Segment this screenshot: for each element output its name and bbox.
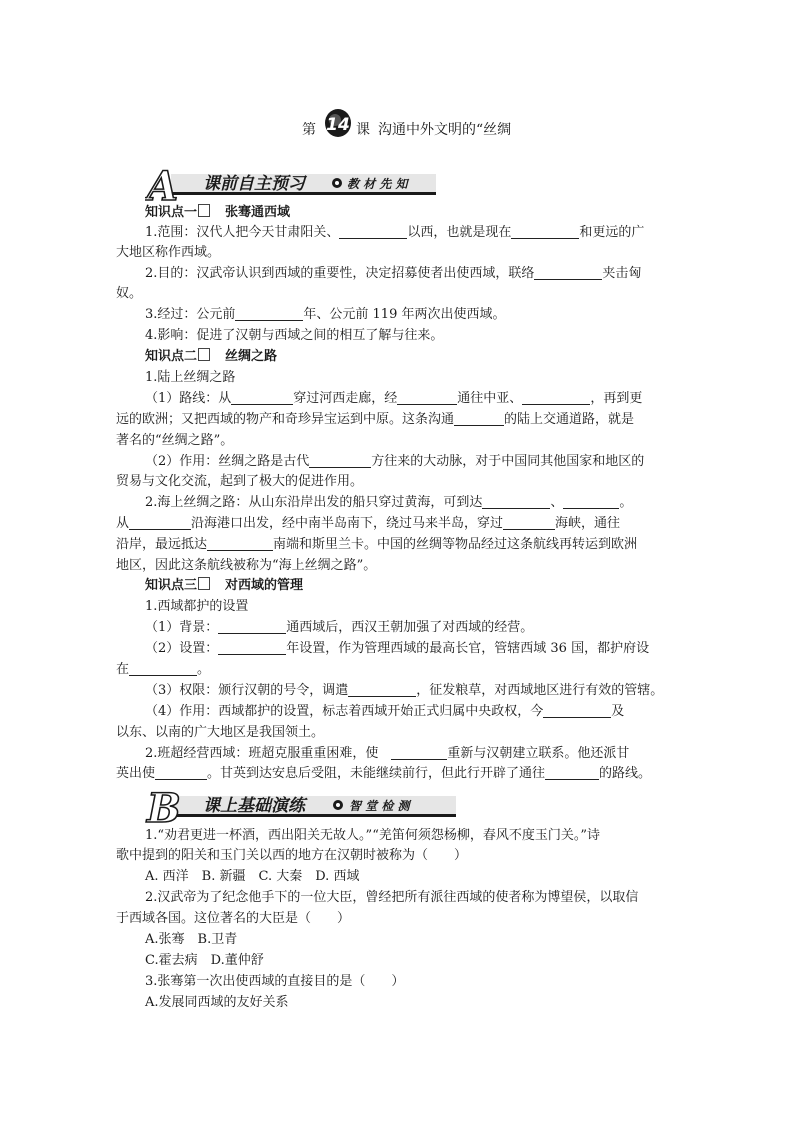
- k3-banchao-line2: 英出使 。甘英到达安息后受阻，未能继续前行，但此行开辟了通往 的路线。: [116, 766, 652, 781]
- blank[interactable]: [397, 390, 457, 405]
- q1-options[interactable]: A. 西洋 B. 新疆 C. 大秦 D. 西域: [145, 869, 360, 884]
- k2-func-line2: 贸易与文化交流，起到了极大的促进作用。: [116, 474, 364, 489]
- k3-role-line1: （4）作用：西域都护的设置，标志着西域开始正式归属中央政权，今 及: [145, 704, 625, 719]
- section-a-title: 课前自主预习: [203, 174, 305, 194]
- q2-options-row2[interactable]: C.霍去病 D.董仲舒: [145, 953, 264, 968]
- lesson-title: [116, 104, 680, 144]
- section-b-letter: B: [147, 786, 181, 826]
- k2-sea-line1: 2.海上丝绸之路：从山东沿岸出发的船只穿过黄海，可到达 、 。: [145, 495, 633, 510]
- blank[interactable]: [129, 661, 197, 676]
- k2-route-line2: 远的欧洲；又把西域的物产和奇珍异宝运到中原。这条沟通 的陆上交通道路，就是: [116, 412, 635, 427]
- checkbox-icon: [198, 577, 210, 590]
- blank[interactable]: [522, 390, 590, 405]
- k3-role-line2: 以东、以南的广大地区是我国领土。: [116, 725, 325, 740]
- blank[interactable]: [454, 411, 504, 426]
- blank[interactable]: [534, 265, 602, 280]
- k2-sea-line4: 地区，因此这条航线被称为“海上丝绸之路”。: [116, 558, 377, 573]
- k1-heading: 知识点一 张骞通西域: [145, 205, 291, 220]
- blank[interactable]: [482, 494, 550, 509]
- k3-setup-line1: （2）设置： 年设置，作为管理西域的最高长官，管辖西域 36 国，都护府设: [145, 641, 650, 656]
- section-b-title: 课上基础演练: [203, 796, 305, 816]
- k1-p1-line2: 大地区称作西域。: [116, 245, 221, 260]
- blank[interactable]: [503, 515, 555, 530]
- q2-options-row1[interactable]: A.张骞 B.卫青: [145, 932, 238, 947]
- k3-bg: （1）背景： 通西域后，西汉王朝加强了对西域的经营。: [145, 620, 534, 635]
- lesson-main-title: 沟通中外文明的“丝绸: [378, 122, 512, 138]
- checkbox-icon: [198, 348, 210, 361]
- blank[interactable]: [218, 619, 286, 634]
- blank[interactable]: [218, 640, 286, 655]
- k3-heading: 知识点三 对西域的管理: [145, 578, 304, 593]
- k3-setup-line2: 在 。: [116, 662, 211, 677]
- k2-sea-line3: 沿岸，最远抵达 南端和斯里兰卡。中国的丝绸等物品经过这条航线再转运到欧洲: [116, 537, 638, 552]
- lesson-prefix: 第: [302, 122, 316, 138]
- k1-p1-line1: 1.范围：汉代人把今天甘肃阳关、 以西，也就是现在 和更远的广: [145, 225, 645, 240]
- k1-p4: 4.影响：促进了汉朝与西域之间的相互了解与往来。: [145, 328, 444, 343]
- k3-power: （3）权限：颁行汉朝的号令，调遣 ，征发粮草，对西域地区进行有效的管辖。: [145, 683, 664, 698]
- blank[interactable]: [339, 224, 407, 239]
- blank[interactable]: [155, 765, 207, 780]
- q3-stem: 3.张骞第一次出使西域的直接目的是（ ）: [145, 974, 405, 989]
- section-a-banner: [145, 164, 445, 204]
- k2-s1: 1.陆上丝绸之路: [145, 370, 236, 385]
- q2-stem-line2: 于西域各国。这位著名的大臣是（ ）: [116, 911, 351, 926]
- blank[interactable]: [543, 703, 611, 718]
- section-a-letter: A: [147, 164, 179, 204]
- k3-banchao-line1: 2.班超经营西域：班超克服重重困难，使 重新与汉朝建立联系。他还派甘: [145, 746, 630, 761]
- blank[interactable]: [309, 453, 371, 468]
- blank[interactable]: [511, 224, 579, 239]
- lesson-suffix: 课: [356, 122, 370, 138]
- k2-func-line1: （2）作用：丝绸之路是古代 方往来的大动脉，对于中国同其他国家和地区的: [145, 454, 645, 469]
- k2-sea-line2: 从 沿海港口出发，经中南半岛南下，绕过马来半岛，穿过 海峡，通往: [116, 516, 621, 531]
- section-a-subtitle: 教 材 先 知: [347, 177, 408, 191]
- q1-stem-line2: 歌中提到的阳关和玉门关以西的地方在汉朝时被称为（ ）: [116, 848, 468, 863]
- blank[interactable]: [129, 515, 191, 530]
- section-b-subtitle: 智 堂 检 测: [349, 799, 410, 813]
- q3-option-a[interactable]: A.发展同西域的友好关系: [145, 995, 289, 1010]
- k1-p2-line2: 奴。: [116, 286, 143, 301]
- blank[interactable]: [231, 390, 293, 405]
- k2-route-line1: （1）路线：从 穿过河西走廊，经 通往中亚、 ，再到更: [145, 391, 643, 406]
- q1-stem-line1: 1.“劝君更进一杯酒，西出阳关无故人。”“羌笛何须怨杨柳，春风不度玉门关。”诗: [145, 828, 600, 843]
- section-b-banner: [145, 786, 465, 826]
- blank[interactable]: [207, 536, 273, 551]
- blank[interactable]: [235, 306, 303, 321]
- k1-p2-line1: 2.目的：汉武帝认识到西域的重要性，决定招募使者出使西域，联络 夹击匈: [145, 266, 642, 281]
- blank[interactable]: [391, 745, 447, 760]
- blank[interactable]: [545, 765, 599, 780]
- k2-heading: 知识点二 丝绸之路: [145, 349, 278, 364]
- lesson-number: 14: [326, 115, 350, 135]
- k1-p3: 3.经过：公元前 年、公元前 119 年两次出使西域。: [145, 307, 506, 322]
- blank[interactable]: [563, 494, 619, 509]
- checkbox-icon: [198, 204, 210, 217]
- blank[interactable]: [348, 682, 416, 697]
- q2-stem-line1: 2.汉武帝为了纪念他手下的一位大臣，曾经把所有派往西域的使者称为博望侯，以取信: [145, 890, 639, 905]
- k3-s1: 1.西域都护的设置: [145, 599, 249, 614]
- lesson-number-badge: [320, 104, 356, 140]
- k2-route-line3: 著名的“丝绸之路”。: [116, 433, 234, 448]
